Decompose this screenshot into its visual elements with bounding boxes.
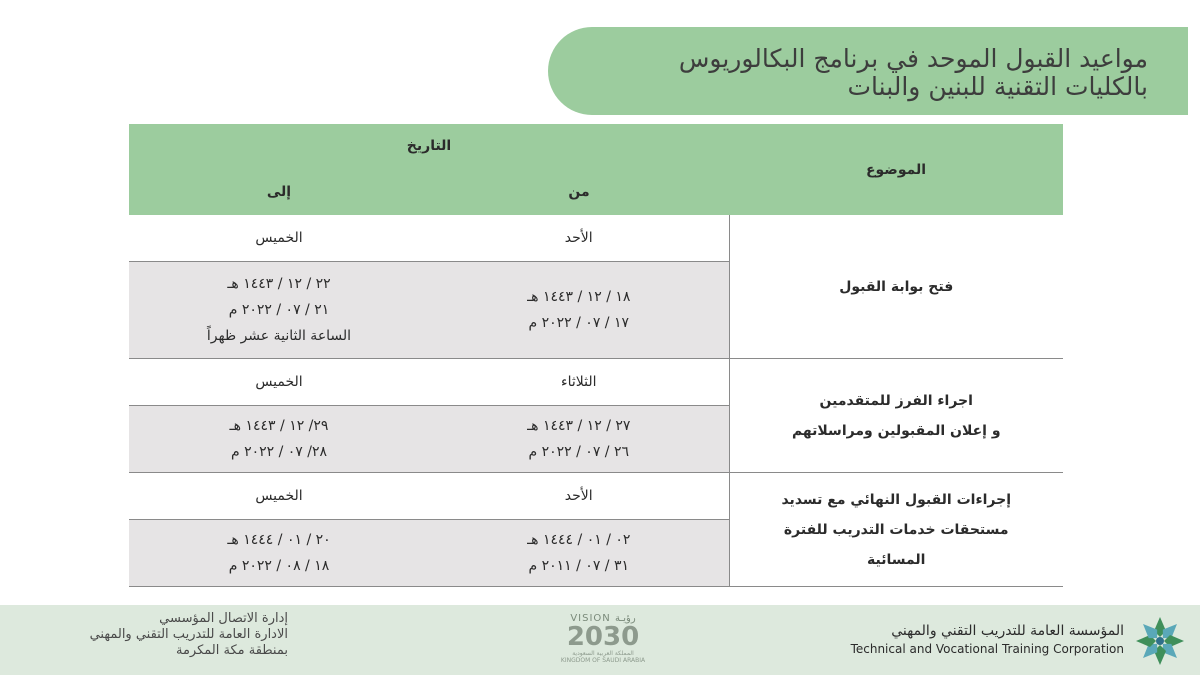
- page-title-banner: [548, 27, 1188, 115]
- footer: [0, 605, 1200, 675]
- department-name: إدارة الاتصال المؤسسي الادارة العامة للتدريب التقني والمهني بمنطقة مكة المكرمة: [89, 611, 288, 658]
- from-date: ١٨ / ١٢ / ١٤٤٣ هـ ١٧ / ٠٧ / ٢٠٢٢ م: [429, 262, 729, 359]
- page-title-line1: مواعيد القبول الموحد في برنامج البكالوريوس: [678, 44, 1148, 73]
- org-name-arabic: المؤسسة العامة للتدريب التقني والمهني: [891, 623, 1124, 639]
- from-date: ٢٧ / ١٢ / ١٤٤٣ هـ ٢٦ / ٠٧ / ٢٠٢٢ م: [429, 406, 729, 473]
- header-to: إلى: [129, 168, 429, 215]
- header-from: من: [429, 168, 729, 215]
- row-topic: فتح بوابة القبول: [729, 215, 1063, 359]
- header-date: التاريخ: [129, 124, 729, 168]
- schedule-table: [129, 124, 1063, 587]
- from-day: الأحد: [429, 215, 729, 262]
- tvtc-logo-icon: [1132, 613, 1188, 669]
- header-topic: الموضوع: [729, 124, 1063, 215]
- vision-2030-logo: [558, 613, 648, 669]
- vision-subtitle: المملكة العربية السعودية KINGDOM OF SAUDI ARABIA: [560, 650, 646, 664]
- vision-year: 2030: [566, 622, 640, 652]
- from-day: الأحد: [429, 473, 729, 520]
- to-date: ٢٩/ ١٢ / ١٤٤٣ هـ ٢٨/ ٠٧ / ٢٠٢٢ م: [129, 406, 429, 473]
- page-title-line2: بالكليات التقنية للبنين والبنات: [847, 72, 1148, 101]
- table-row: [129, 473, 1063, 520]
- row-topic: اجراء الفرز للمتقدمين و إعلان المقبولين ومراسلاتهم: [729, 359, 1063, 473]
- org-name-english: Technical and Vocational Training Corporation: [850, 642, 1124, 656]
- table-row: [129, 359, 1063, 406]
- to-day: الخميس: [129, 215, 429, 262]
- table-header-row: [129, 124, 1063, 168]
- from-date: ٠٢ / ٠١ / ١٤٤٤ هـ ٣١ / ٠٧ / ٢٠١١ م: [429, 520, 729, 587]
- to-day: الخميس: [129, 473, 429, 520]
- to-date: ٢٠ / ٠١ / ١٤٤٤ هـ ١٨ / ٠٨ / ٢٠٢٢ م: [129, 520, 429, 587]
- table-row: [129, 215, 1063, 262]
- from-day: الثلاثاء: [429, 359, 729, 406]
- row-topic: إجراءات القبول النهائي مع تسديد مستحقات خدمات التدريب للفترة المسائية: [729, 473, 1063, 587]
- vision-label: VISION رؤيـة: [570, 613, 636, 624]
- to-date: ٢٢ / ١٢ / ١٤٤٣ هـ ٢١ / ٠٧ / ٢٠٢٢ م الساعة الثانية عشر ظهراً: [129, 262, 429, 359]
- to-day: الخميس: [129, 359, 429, 406]
